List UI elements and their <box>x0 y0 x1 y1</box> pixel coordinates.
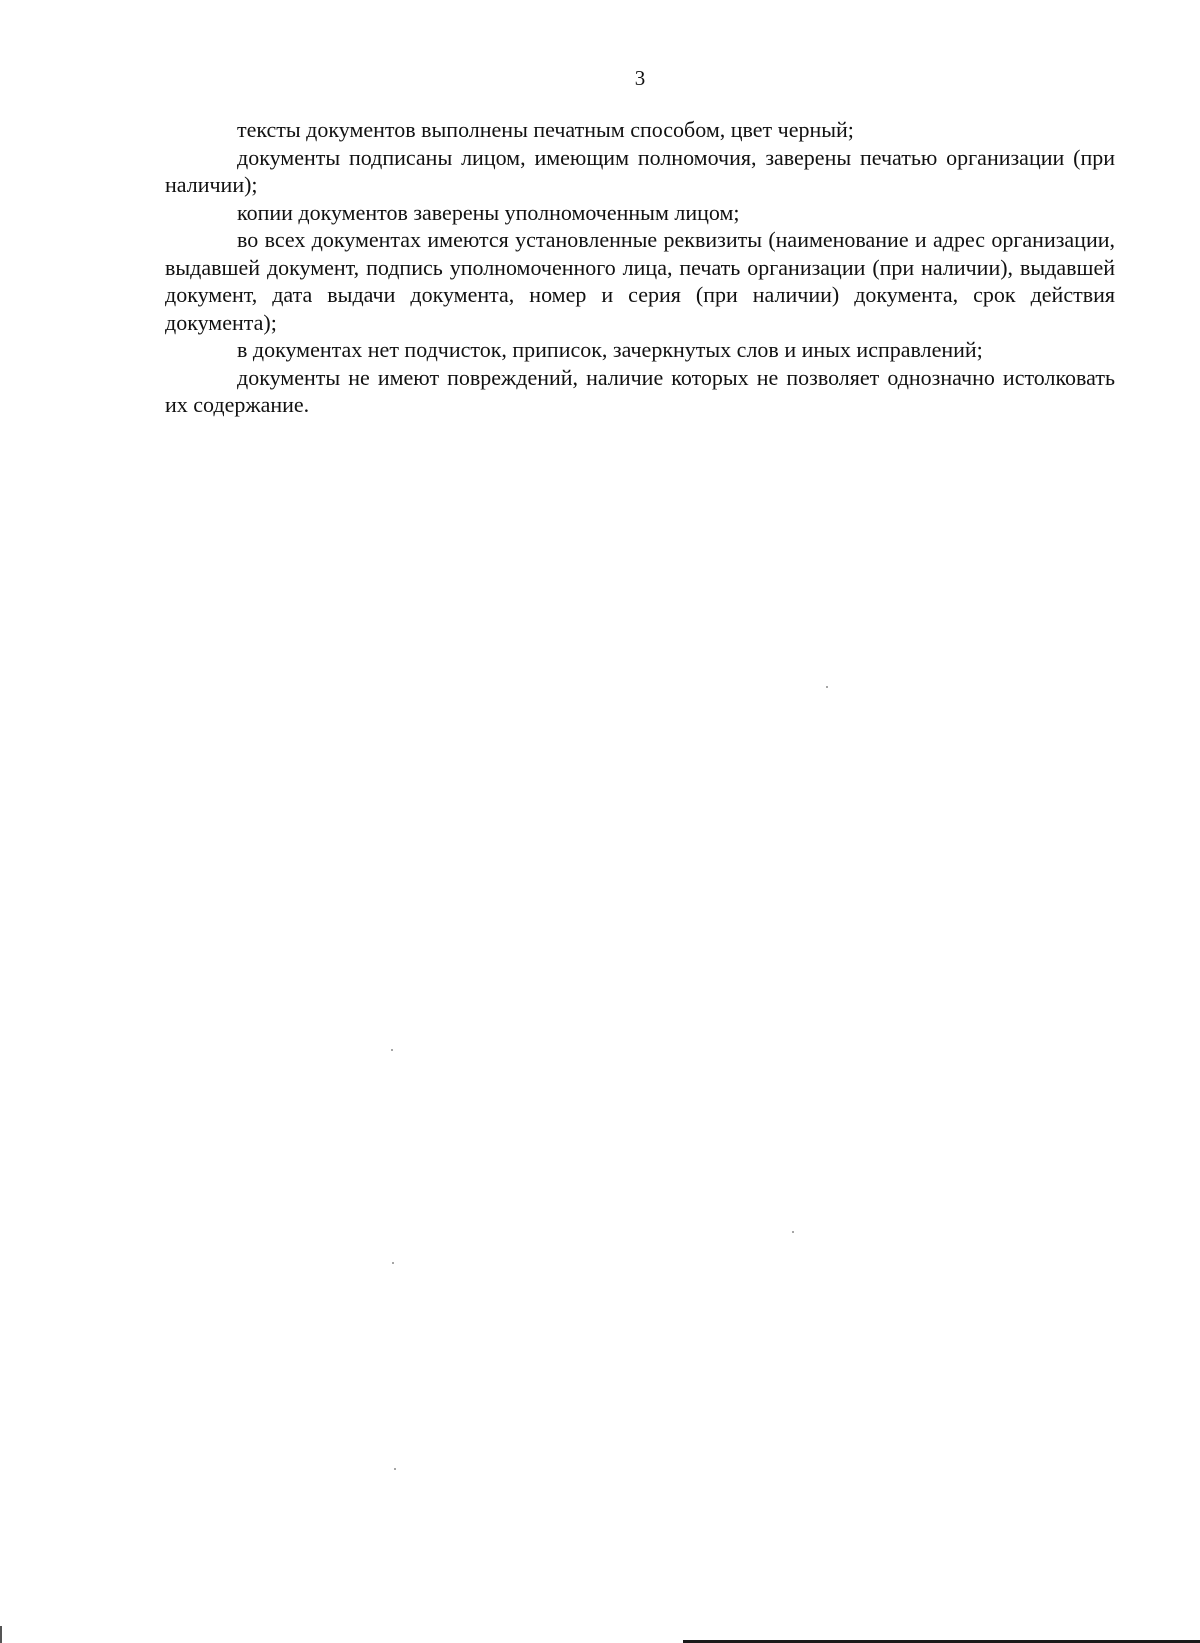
document-body <box>165 116 1115 419</box>
scan-speck <box>826 686 828 688</box>
paragraph-no-damage: документы не имеют повреждений, наличие которых не позволяет однозначно истолковать их содержание. <box>165 364 1115 417</box>
page-number: 3 <box>634 66 646 90</box>
paragraph-copies-certified: копии документов заверены уполномоченным лицом; <box>237 199 740 225</box>
scan-speck <box>394 1468 396 1470</box>
scan-speck <box>391 1049 393 1051</box>
scan-speck <box>392 1262 394 1264</box>
scan-edge-left <box>0 1626 2 1643</box>
paragraph-requisites: во всех документах имеются установленные реквизиты (наименование и адрес организации, выдавшей документ, подпись уполномоченного лица, печать организации (при наличии), выдавшей документ, дата выдачи документа, номер и серия (при наличии) документа, срок действия документа); <box>165 227 1115 335</box>
paragraph-signatures: документы подписаны лицом, имеющим полномочия, заверены печатью организации (при наличии); <box>165 144 1115 197</box>
paragraph-no-corrections: в документах нет подчисток, приписок, зачеркнутых слов и иных исправлений; <box>237 337 983 362</box>
scan-speck <box>792 1231 794 1233</box>
paragraph-print-method: тексты документов выполнены печатным способом, цвет черный; <box>237 117 854 142</box>
